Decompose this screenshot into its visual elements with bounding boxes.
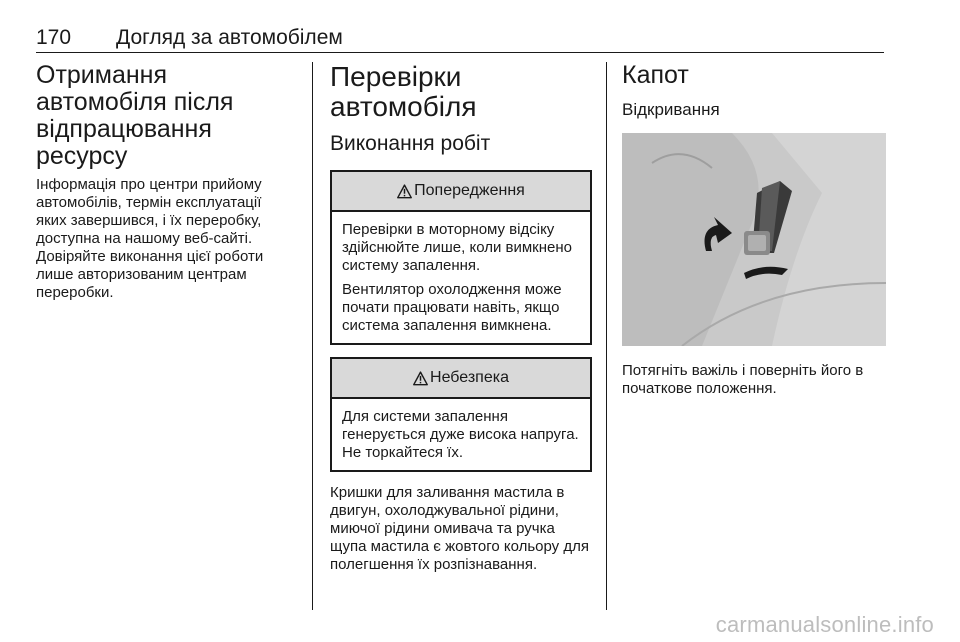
danger-box-body [332, 399, 590, 470]
column-bonnet [622, 62, 886, 398]
warning-title: Попередження [414, 182, 525, 199]
danger-title: Небезпека [430, 369, 509, 386]
warning-triangle-icon [413, 371, 428, 386]
bonnet-heading: Капот [622, 61, 689, 89]
column-divider [312, 62, 313, 610]
warning-box-header [332, 172, 590, 212]
column-divider [606, 62, 607, 610]
danger-box-header [332, 359, 590, 399]
page-number: 170 [36, 26, 72, 49]
warning-text: Вентилятор охолодження може почати працювати навіть, якщо система запалення вимкнена. [342, 281, 562, 334]
end-of-life-heading: Отримання автомобіля після відпрацювання ресурсу [36, 61, 234, 170]
danger-box [330, 357, 592, 472]
bonnet-release-lever-photo [622, 133, 886, 346]
end-of-life-text: Інформація про центри прийому автомобілів, термін експлуатації яких завершився, і їх переробку, доступна на нашому веб-сайті. Довіряйте виконання цієї роботи лише авторизованим центрам переробки. [36, 176, 264, 301]
warning-box-body [332, 212, 590, 343]
bonnet-caption: Потягніть важіль і поверніть його в початкове положення. [622, 362, 864, 397]
performing-work-heading: Виконання робіт [330, 132, 491, 155]
danger-text: Для системи запалення генерується дуже висока напруга. Не торкайтеся їх. [342, 408, 579, 461]
warning-text: Перевірки в моторному відсіку здійснюйте лише, коли вимкнено систему запалення. [342, 221, 572, 274]
vehicle-checks-heading: Перевірки автомобіля [330, 61, 477, 122]
footer [660, 612, 960, 642]
page-header [36, 26, 884, 53]
opening-heading: Відкривання [622, 100, 720, 119]
warning-triangle-icon [397, 184, 412, 199]
column-vehicle-checks [330, 62, 592, 574]
section-title: Догляд за автомобілем [116, 26, 343, 49]
watermark: carmanualsonline.info [715, 612, 934, 637]
column-end-of-life [36, 62, 288, 302]
warning-box [330, 170, 592, 345]
filler-caps-text: Кришки для заливання мастила в двигун, охолоджувальної рідини, миючої рідини омивача та ручка щупа мастила є жовтого кольору для полегшення їх розпізнавання. [330, 484, 589, 573]
bonnet-lever-illustration [622, 133, 886, 346]
